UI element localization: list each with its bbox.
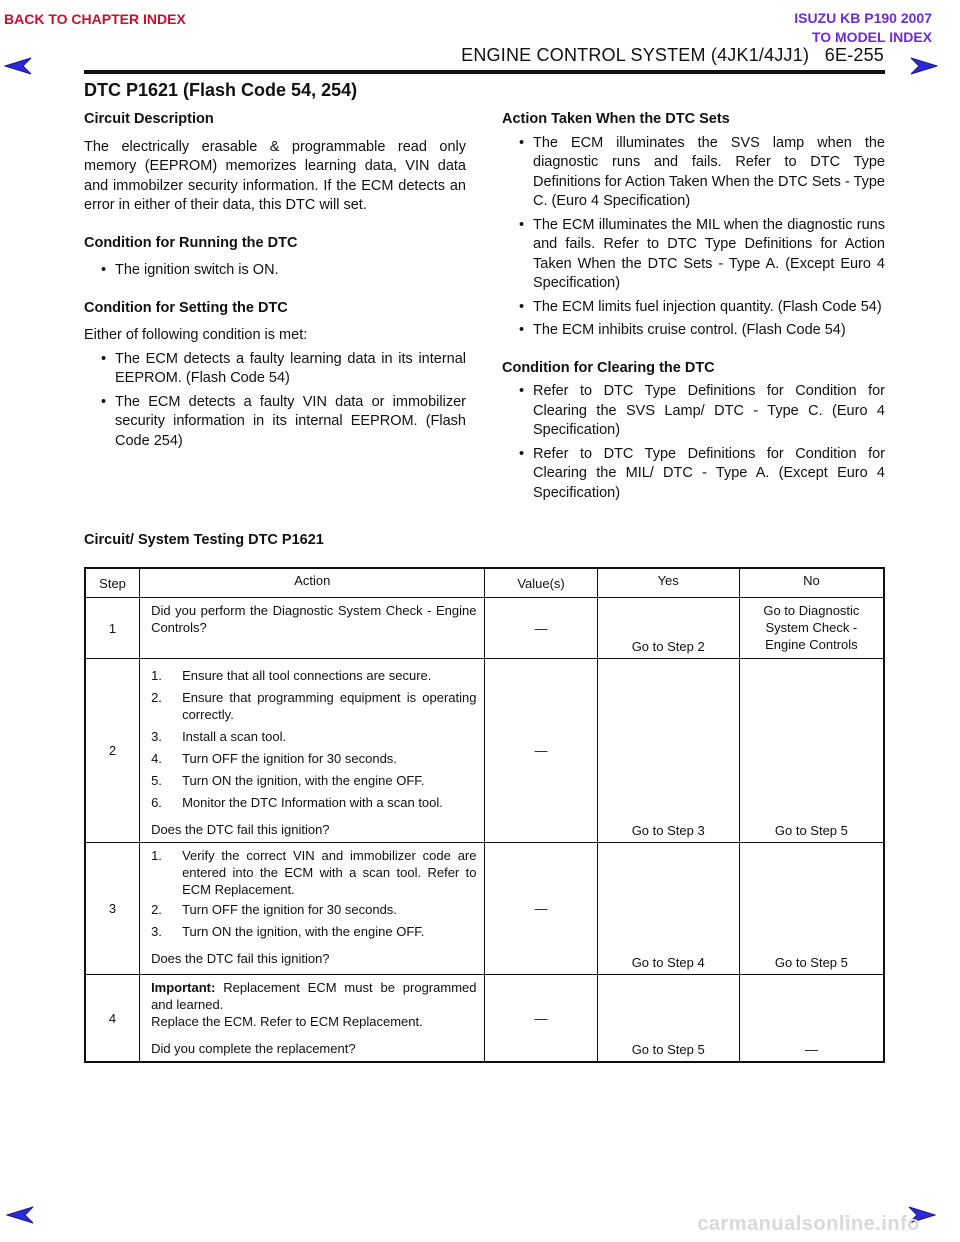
- step-action: [140, 598, 485, 659]
- list-item: 4. Turn OFF the ignition for 30 seconds.: [151, 751, 397, 766]
- list-item: 3. Turn ON the ignition, with the engine OFF.: [151, 924, 425, 939]
- list-item: • Refer to DTC Type Definitions for Condition for Clearing the SVS Lamp/ DTC - Type C. (Euro 4 Specification): [502, 382, 885, 441]
- step-number: 2: [85, 659, 140, 843]
- table-row: [85, 975, 884, 1063]
- step-instruction-list: [151, 847, 476, 940]
- clearing-condition-heading: Condition for Clearing the DTC: [502, 359, 715, 376]
- list-item: • The ECM limits fuel injection quantity. (Flash Code 54): [502, 298, 885, 318]
- step-no: —: [739, 975, 884, 1063]
- header-rule: [84, 70, 885, 74]
- step-yes: Go to Step 5: [597, 975, 739, 1063]
- step-yes: Go to Step 2: [597, 598, 739, 659]
- circuit-description-text: The electrically erasable & programmable read only memory (EEPROM) memorizes learning data, VIN data and immobilzer security information. If the ECM detects an error in either of their data, this DTC will set.: [84, 138, 466, 213]
- left-column: [84, 110, 466, 469]
- prev-page-bottom-arrow-icon[interactable]: [6, 1206, 34, 1224]
- watermark: carmanualsonline.info: [697, 1213, 920, 1235]
- step-no: Go to Diagnostic System Check - Engine Controls: [739, 598, 884, 659]
- running-condition-heading: Condition for Running the DTC: [84, 234, 298, 251]
- clearing-condition-list: [502, 382, 885, 503]
- setting-condition-heading: Condition for Setting the DTC: [84, 299, 288, 316]
- list-item: 1. Verify the correct VIN and immobilizer code are entered into the ECM with a scan tool. Refer to ECM Replacement.: [151, 848, 477, 897]
- column-header-step: Step: [85, 568, 140, 598]
- page-title: DTC P1621 (Flash Code 54, 254): [84, 80, 358, 100]
- running-condition-list: [84, 261, 466, 281]
- step-question: Does the DTC fail this ignition?: [151, 822, 330, 837]
- setting-condition-list: [84, 350, 466, 452]
- circuit-description-heading: Circuit Description: [84, 111, 214, 127]
- important-text: Replacement ECM must be programmed and learned.: [151, 980, 477, 1012]
- important-note: [151, 979, 476, 1013]
- next-page-arrow-icon[interactable]: [910, 57, 938, 75]
- system-testing-heading: Circuit/ System Testing DTC P1621: [84, 532, 324, 548]
- step-no: Go to Step 5: [739, 659, 884, 843]
- table-row: [85, 843, 884, 975]
- list-item: • The ECM inhibits cruise control. (Flash Code 54): [502, 321, 885, 341]
- setting-condition-intro: Either of following condition is met:: [84, 327, 308, 343]
- step-instruction: Replace the ECM. Refer to ECM Replacement.: [151, 1014, 423, 1029]
- table-header-row: [85, 568, 884, 598]
- step-question: Does the DTC fail this ignition?: [151, 951, 330, 966]
- diagnostic-table: [84, 567, 885, 1063]
- list-item: • The ECM illuminates the MIL when the diagnostic runs and fails. Refer to DTC Type Definitions for Action Taken When the DTC Sets - Type A. (Except Euro 4 Specification): [502, 216, 885, 294]
- action-taken-list: [502, 134, 885, 341]
- step-number: 1: [85, 598, 140, 659]
- list-item: 1. Ensure that all tool connections are secure.: [151, 668, 432, 683]
- list-item: 2. Ensure that programming equipment is operating correctly.: [151, 690, 477, 722]
- running-header: ENGINE CONTROL SYSTEM (4JK1/4JJ1) 6E-255: [461, 45, 884, 65]
- table-row: [85, 659, 884, 843]
- to-model-index-link[interactable]: TO MODEL INDEX: [811, 29, 932, 45]
- step-action: [140, 659, 485, 843]
- step-yes: Go to Step 4: [597, 843, 739, 975]
- step-value: —: [485, 843, 597, 975]
- list-item: 2. Turn OFF the ignition for 30 seconds.: [151, 902, 397, 917]
- right-column: [502, 110, 885, 521]
- step-action: [140, 843, 485, 975]
- column-header-action: Action: [140, 568, 485, 598]
- step-number: 3: [85, 843, 140, 975]
- step-number: 4: [85, 975, 140, 1063]
- list-item: 3. Install a scan tool.: [151, 729, 287, 744]
- step-question: Did you complete the replacement?: [151, 1041, 356, 1056]
- prev-page-arrow-icon[interactable]: [4, 57, 32, 75]
- step-no: Go to Step 5: [739, 843, 884, 975]
- list-item: 5. Turn ON the ignition, with the engine OFF.: [151, 773, 425, 788]
- back-to-chapter-index-link[interactable]: BACK TO CHAPTER INDEX: [4, 11, 186, 27]
- column-header-no: No: [739, 568, 884, 598]
- action-taken-heading: Action Taken When the DTC Sets: [502, 111, 730, 127]
- list-item: • The ECM detects a faulty learning data in its internal EEPROM. (Flash Code 54): [84, 350, 466, 389]
- model-title-link[interactable]: ISUZU KB P190 2007: [794, 10, 932, 26]
- list-item: • The ECM illuminates the SVS lamp when the diagnostic runs and fails. Refer to DTC Type Definitions for Action Taken When the DTC Sets - Type C. (Euro 4 Specification): [502, 134, 885, 212]
- step-value: —: [485, 659, 597, 843]
- column-header-values: Value(s): [485, 568, 597, 598]
- list-item: • The ECM detects a faulty VIN data or immobilizer security information in its internal EEPROM. (Flash Code 254): [84, 393, 466, 452]
- list-item: 6. Monitor the DTC Information with a scan tool.: [151, 795, 443, 810]
- column-header-yes: Yes: [597, 568, 739, 598]
- list-item: • The ignition switch is ON.: [84, 261, 466, 281]
- step-instruction-list: [151, 667, 476, 811]
- step-action: [140, 975, 485, 1063]
- step-value: —: [485, 975, 597, 1063]
- list-item: • Refer to DTC Type Definitions for Condition for Clearing the MIL/ DTC - Type A. (Except Euro 4 Specification): [502, 445, 885, 504]
- table-row: [85, 598, 884, 659]
- step-value: —: [485, 598, 597, 659]
- step-action-text: Did you perform the Diagnostic System Check - Engine Controls?: [151, 603, 477, 635]
- important-label: Important:: [151, 980, 216, 995]
- step-yes: Go to Step 3: [597, 659, 739, 843]
